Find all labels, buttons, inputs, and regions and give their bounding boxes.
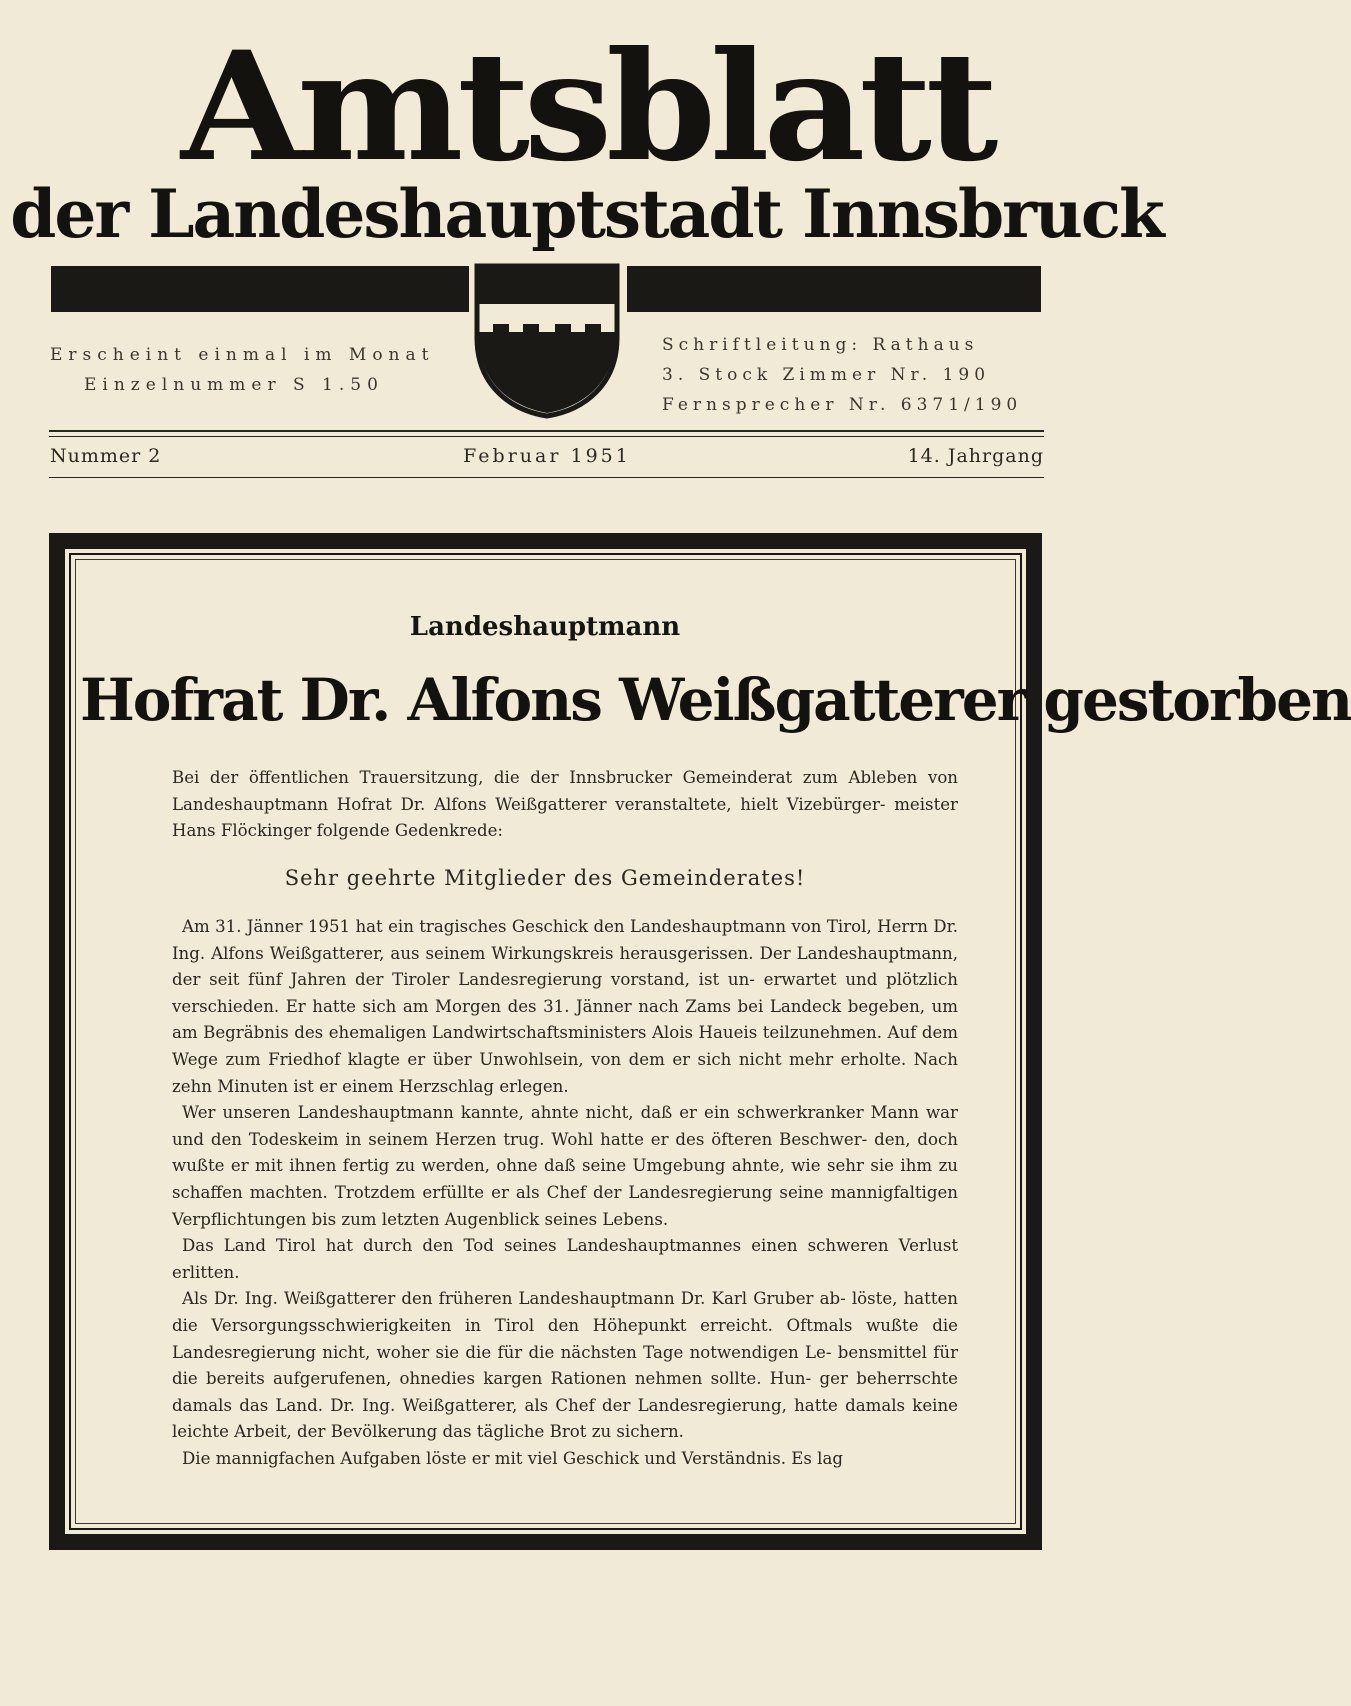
masthead-subtitle: der Landeshauptstadt Innsbruck [10, 175, 1163, 253]
article-kicker: Landeshauptmann [409, 612, 681, 642]
article-intro [172, 765, 958, 845]
editorial-contact [662, 330, 1062, 420]
divider [49, 430, 1044, 432]
masthead-bar-left [51, 266, 469, 312]
body-paragraph: Das Land Tirol hat durch den Tod seines Landeshauptmannes einen schweren Verlust erlitten. [172, 1236, 958, 1282]
issue-volume: 14. Jahrgang [907, 445, 1044, 467]
masthead-title: Amtsblatt [180, 19, 993, 195]
body-paragraph: Wer unseren Landeshauptmann kannte, ahnte nicht, daß er ein schwerkranker Mann war und den Todeskeim in seinem Herzen trug. Wohl hatte er des öfteren Beschwer- den, doch wußte er mit ihnen fertig zu werden, ohne daß seine Umgebung ahnte, wie sehr sie ihm zu schaffen machten. Trotzdem erfüllte er als Chef der Landesregierung seine mannigfaltigen Verpflichtungen bis zum letzten Augenblick seines Lebens. [172, 1103, 958, 1229]
issue-number: Nummer 2 [50, 445, 162, 467]
issue-date: Februar 1951 [463, 445, 631, 467]
issue-line [50, 445, 1044, 475]
divider [49, 477, 1044, 478]
innsbruck-coat-of-arms-icon [473, 266, 621, 416]
divider [49, 436, 1044, 437]
frequency-line: Erscheint einmal im Monat [50, 345, 435, 365]
body-paragraph: Die mannigfachen Aufgaben löste er mit viel Geschick und Verständnis. Es lag [182, 1448, 843, 1468]
price-line: Einzelnummer S 1.50 [84, 375, 384, 395]
intro-paragraph: Bei der öffentlichen Trauersitzung, die der Innsbrucker Gemeinderat zum Ableben von Landeshauptmann Hofrat Dr. Alfons Weißgatterer veranstaltete, hielt Vizebürger- meister Hans Flöckinger folgende Gedenkrede: [172, 768, 958, 841]
editorial-office-line: Schriftleitung: Rathaus [662, 335, 979, 355]
body-paragraph: Am 31. Jänner 1951 hat ein tragisches Geschick den Landeshauptmann von Tirol, Herrn Dr. Ing. Alfons Weißgatterer, aus seinem Wirkungskreis herausgerissen. Der Landeshauptmann, der seit fünf Jahren der Tiroler Landesregierung vorstand, ist un- erwartet und plötzlich verschieden. Er hatte sich am Morgen des 31. Jänner nach Zams bei Landeck begeben, um am Begräbnis des ehemaligen Landwirtschaftsministers Alois Haueis teilzunehmen. Auf dem Wege zum Friedhof klagte er über Unwohlsein, von dem er sich nicht mehr erholte. Nach zehn Minuten ist er einem Herzschlag erlegen. [172, 917, 958, 1096]
masthead-bar-right [627, 266, 1041, 312]
body-paragraph: Als Dr. Ing. Weißgatterer den früheren Landeshauptmann Dr. Karl Gruber ab- löste, hatten die Versorgungsschwierigkeiten in Tirol den Höhepunkt erreicht. Oftmals wußte die Landesregierung nicht, woher sie die für die nächsten Tage notwendigen Le- bensmittel für die bereits aufgerufenen, ohnedies kargen Rationen nehmen sollte. Hun- ger beherrschte damals das Land. Dr. Ing. Weißgatterer, als Chef der Landesregierung, hatte damals keine leichte Arbeit, der Bevölkerung das tägliche Brot zu sichern. [172, 1289, 958, 1442]
publication-info [50, 340, 435, 400]
room-line: 3. Stock Zimmer Nr. 190 [662, 365, 991, 385]
speech-salutation: Sehr geehrte Mitglieder des Gemeinderates! [284, 866, 806, 890]
article-headline: Hofrat Dr. Alfons Weißgatterer gestorben [80, 666, 1351, 734]
phone-line: Fernsprecher Nr. 6371/190 [662, 395, 1023, 415]
article-body [172, 914, 958, 1472]
